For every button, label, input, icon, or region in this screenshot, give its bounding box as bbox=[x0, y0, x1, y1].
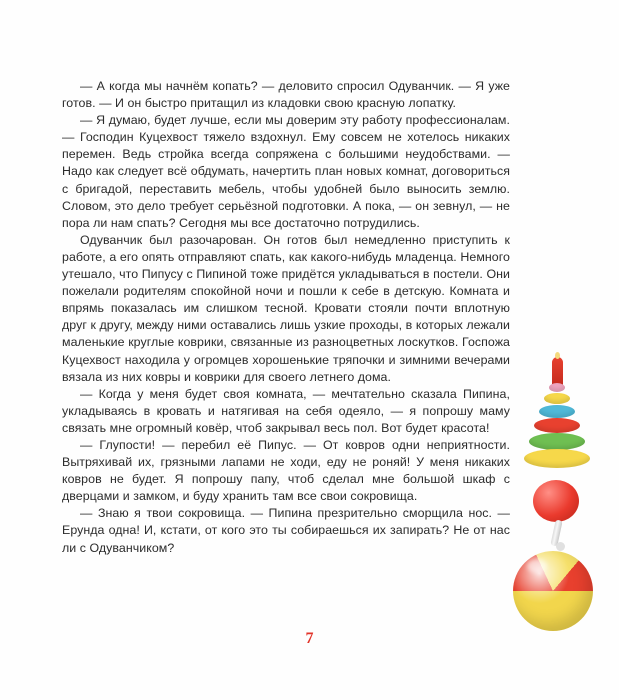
paragraph: — А когда мы начнём копать? — деловито спросил Одуванчик. — Я уже готов. — И он быстро притащил из кладовки свою красную лопатку. bbox=[62, 79, 510, 111]
pyramid-ring bbox=[524, 449, 590, 468]
paragraph: Одуванчик был разочарован. Он готов был немедленно приступить к работе, а его опять отправляют спать, как какого-нибудь младенца. Немного утешало, что Пипусу с Пипиной тоже придётся укладываться в постели. Они пожелали родителям спокойной ночи и пошли к себе в детскую. Комната и впрямь показалась им слишком тесной. Кровати стояли почти вплотную друг к другу, между ними оставались лишь узкие проходы, в которых лежали маленькие круглые коврики, связанные из разноцветных лоскутков. Госпожа Куцехвост находила у огромцев хорошенькие тряпочки и зимними вечерами вязала из них ковры и коврики для своего летнего дома. bbox=[62, 232, 510, 384]
pyramid-ring bbox=[539, 405, 575, 418]
pyramid-ring bbox=[529, 433, 585, 450]
balloon-spinner-toy-icon bbox=[525, 480, 589, 555]
paragraph: — Знаю я твои сокровища. — Пипина презрительно сморщила нос. — Ерунда одна! И, кстати, от кого это ты собираешься их запирать? Не от нас ли с Одуванчиком? bbox=[62, 506, 510, 555]
margin-illustration bbox=[501, 355, 611, 640]
stacking-ring-toy-icon bbox=[519, 355, 595, 470]
pyramid-top-cap bbox=[552, 357, 563, 387]
pyramid-ring bbox=[534, 418, 580, 433]
paragraph: — Глупости! — перебил её Пипус. — От ковров одни неприятности. Вытряхивай их, грязными лапами не ходи, еду не роняй! У меня никаких ковров не будет. Я попрошу папу, чтоб сделал мне большой шкаф с дверцами и замком, и буду хранить там все свои сокровища. bbox=[62, 437, 510, 504]
body-text-column bbox=[62, 78, 510, 557]
striped-ball-toy-icon bbox=[513, 551, 593, 631]
pyramid-ring bbox=[544, 393, 570, 404]
spinner-tip bbox=[556, 542, 565, 551]
spinner-handle bbox=[550, 520, 562, 547]
page-number: 7 bbox=[305, 630, 314, 647]
paragraph: — Я думаю, будет лучше, если мы доверим эту работу профессионалам. — Господин Куцехвост тяжело вздохнул. Ему совсем не хотелось никаких перемен. Ведь стройка всегда сопряжена с большими неудобствами. — Надо как следует всё обдумать, начертить план новых комнат, договориться с бригадой, переставить мебель, чтобы удобней было выносить землю. Словом, это дело требует серьёзной подготовки. А пока, — он зевнул, — не пора ли нам спать? Сегодня мы все достаточно потрудились. bbox=[62, 113, 510, 230]
spinner-ball bbox=[533, 480, 579, 522]
pyramid-ring bbox=[549, 383, 565, 392]
paragraph: — Когда у меня будет своя комната, — мечтательно сказала Пипина, укладываясь в кровать и натягивая на себя одеяло, — я попрошу маму связать мне огромный ковёр, чтоб закрывал весь пол. Вот будет красота! bbox=[62, 386, 510, 435]
